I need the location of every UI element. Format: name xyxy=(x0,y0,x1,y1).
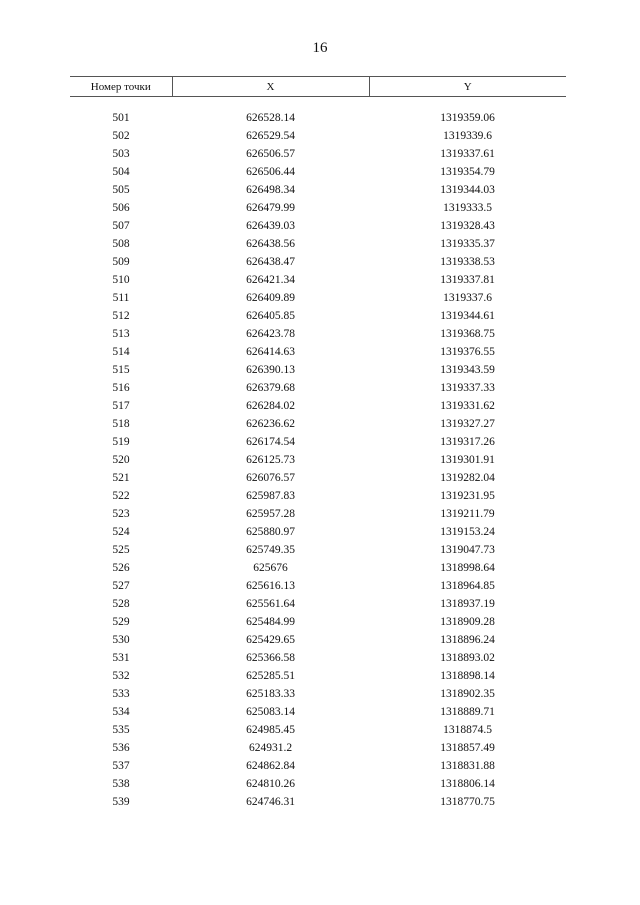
table-row xyxy=(70,469,566,487)
cell-x: 625083.14 xyxy=(246,706,295,718)
cell-y: 1319338.53 xyxy=(440,256,495,268)
table-row xyxy=(70,433,566,451)
cell-point-number: 518 xyxy=(112,418,130,430)
table-row xyxy=(70,631,566,649)
cell-x: 626284.02 xyxy=(246,400,295,412)
cell-point-number: 538 xyxy=(112,778,130,790)
cell-x: 625285.51 xyxy=(246,670,295,682)
table-row xyxy=(70,757,566,775)
cell-point-number: 523 xyxy=(112,508,130,520)
cell-point-number: 514 xyxy=(112,346,130,358)
cell-y: 1318998.64 xyxy=(440,562,495,574)
cell-x: 626528.14 xyxy=(246,112,295,124)
cell-y: 1319335.37 xyxy=(440,238,495,250)
cell-x: 626236.62 xyxy=(246,418,295,430)
header-y: Y xyxy=(369,77,566,97)
cell-y: 1319153.24 xyxy=(440,526,495,538)
cell-y: 1319337.81 xyxy=(440,274,495,286)
cell-point-number: 521 xyxy=(112,472,130,484)
table-row xyxy=(70,235,566,253)
cell-x: 624985.45 xyxy=(246,724,295,736)
cell-point-number: 502 xyxy=(112,130,130,142)
cell-y: 1318874.5 xyxy=(443,724,492,736)
cell-x: 626125.73 xyxy=(246,454,295,466)
cell-y: 1318893.02 xyxy=(440,652,495,664)
cell-point-number: 534 xyxy=(112,706,130,718)
cell-y: 1319337.6 xyxy=(443,292,492,304)
table-row xyxy=(70,397,566,415)
cell-y: 1318831.88 xyxy=(440,760,495,772)
table-row xyxy=(70,775,566,793)
cell-point-number: 510 xyxy=(112,274,130,286)
cell-y: 1318937.19 xyxy=(440,598,495,610)
cell-point-number: 516 xyxy=(112,382,130,394)
cell-y: 1318909.28 xyxy=(440,616,495,628)
cell-point-number: 524 xyxy=(112,526,130,538)
table-row xyxy=(70,109,566,127)
cell-y: 1318857.49 xyxy=(440,742,495,754)
cell-y: 1319344.61 xyxy=(440,310,495,322)
table-row xyxy=(70,145,566,163)
cell-point-number: 525 xyxy=(112,544,130,556)
table-row xyxy=(70,559,566,577)
cell-y: 1318898.14 xyxy=(440,670,495,682)
cell-y: 1319047.73 xyxy=(440,544,495,556)
table-row xyxy=(70,343,566,361)
cell-y: 1319343.59 xyxy=(440,364,495,376)
cell-point-number: 507 xyxy=(112,220,130,232)
table-row xyxy=(70,739,566,757)
cell-y: 1319337.61 xyxy=(440,148,495,160)
cell-point-number: 504 xyxy=(112,166,130,178)
cell-x: 626506.57 xyxy=(246,148,295,160)
cell-x: 625957.28 xyxy=(246,508,295,520)
cell-point-number: 512 xyxy=(112,310,130,322)
cell-x: 626405.85 xyxy=(246,310,295,322)
table-row xyxy=(70,667,566,685)
cell-y: 1319368.75 xyxy=(440,328,495,340)
cell-y: 1319359.06 xyxy=(440,112,495,124)
cell-x: 626438.47 xyxy=(246,256,295,268)
cell-x: 624931.2 xyxy=(248,742,293,754)
cell-y: 1319331.62 xyxy=(440,400,495,412)
cell-y: 1319333.5 xyxy=(443,202,492,214)
table-row xyxy=(70,541,566,559)
table-row xyxy=(70,793,566,811)
cell-point-number: 506 xyxy=(112,202,130,214)
cell-y: 1319328.43 xyxy=(440,220,495,232)
cell-y: 1319354.79 xyxy=(440,166,495,178)
cell-point-number: 503 xyxy=(112,148,130,160)
cell-y: 1318889.71 xyxy=(440,706,495,718)
cell-x: 625429.65 xyxy=(246,634,295,646)
table-row xyxy=(70,289,566,307)
cell-point-number: 529 xyxy=(112,616,130,628)
cell-x: 626421.34 xyxy=(246,274,295,286)
table-row xyxy=(70,685,566,703)
table-row xyxy=(70,649,566,667)
table-row xyxy=(70,181,566,199)
cell-x: 624810.26 xyxy=(246,778,295,790)
cell-point-number: 508 xyxy=(112,238,130,250)
table-body xyxy=(70,97,566,812)
cell-x: 625366.58 xyxy=(246,652,295,664)
table-row xyxy=(70,163,566,181)
cell-point-number: 539 xyxy=(112,796,130,808)
table-row xyxy=(70,199,566,217)
cell-y: 1318806.14 xyxy=(440,778,495,790)
cell-y: 1319376.55 xyxy=(440,346,495,358)
cell-y: 1318964.85 xyxy=(440,580,495,592)
cell-point-number: 513 xyxy=(112,328,130,340)
cell-point-number: 530 xyxy=(112,634,130,646)
table-row xyxy=(70,595,566,613)
cell-x: 625987.83 xyxy=(246,490,295,502)
cell-x: 626390.13 xyxy=(246,364,295,376)
cell-point-number: 509 xyxy=(112,256,130,268)
table-row xyxy=(70,703,566,721)
cell-point-number: 528 xyxy=(112,598,130,610)
cell-x: 625484.99 xyxy=(246,616,295,628)
cell-x: 626529.54 xyxy=(246,130,295,142)
cell-x: 626414.63 xyxy=(246,346,295,358)
table-row xyxy=(70,523,566,541)
table-row xyxy=(70,127,566,145)
cell-x: 626438.56 xyxy=(246,238,295,250)
cell-point-number: 532 xyxy=(112,670,130,682)
header-point-number: Номер точки xyxy=(70,77,172,97)
cell-x: 625616.13 xyxy=(246,580,295,592)
table-row xyxy=(70,217,566,235)
cell-y: 1319337.33 xyxy=(440,382,495,394)
cell-point-number: 520 xyxy=(112,454,130,466)
cell-y: 1319317.26 xyxy=(440,436,495,448)
header-x: X xyxy=(172,77,369,97)
cell-x: 625880.97 xyxy=(246,526,295,538)
cell-point-number: 537 xyxy=(112,760,130,772)
table-row xyxy=(70,325,566,343)
coordinates-table xyxy=(70,76,566,811)
cell-x: 625676 xyxy=(253,562,288,574)
cell-point-number: 517 xyxy=(112,400,130,412)
cell-point-number: 505 xyxy=(112,184,130,196)
cell-y: 1319339.6 xyxy=(443,130,492,142)
table-row xyxy=(70,487,566,505)
table-row xyxy=(70,505,566,523)
cell-x: 626498.34 xyxy=(246,184,295,196)
page-number: 16 xyxy=(312,40,328,56)
cell-point-number: 515 xyxy=(112,364,130,376)
cell-point-number: 533 xyxy=(112,688,130,700)
cell-x: 624746.31 xyxy=(246,796,295,808)
cell-y: 1319211.79 xyxy=(440,508,495,520)
cell-x: 625183.33 xyxy=(246,688,295,700)
cell-x: 625561.64 xyxy=(246,598,295,610)
table-row xyxy=(70,361,566,379)
cell-x: 626506.44 xyxy=(246,166,295,178)
table-row xyxy=(70,613,566,631)
cell-point-number: 536 xyxy=(112,742,130,754)
cell-y: 1319344.03 xyxy=(440,184,495,196)
table-row xyxy=(70,721,566,739)
table-row xyxy=(70,379,566,397)
table-row xyxy=(70,253,566,271)
cell-y: 1319327.27 xyxy=(440,418,495,430)
cell-y: 1319301.91 xyxy=(440,454,495,466)
cell-point-number: 511 xyxy=(112,292,130,304)
cell-point-number: 526 xyxy=(112,562,130,574)
cell-y: 1318902.35 xyxy=(440,688,495,700)
cell-point-number: 519 xyxy=(112,436,130,448)
table-row xyxy=(70,415,566,433)
table-header xyxy=(70,77,566,97)
table-row xyxy=(70,451,566,469)
cell-point-number: 535 xyxy=(112,724,130,736)
cell-x: 624862.84 xyxy=(246,760,295,772)
cell-x: 626423.78 xyxy=(246,328,295,340)
table-row xyxy=(70,271,566,289)
cell-point-number: 527 xyxy=(112,580,130,592)
cell-x: 626379.68 xyxy=(246,382,295,394)
header-spacer xyxy=(70,97,566,110)
cell-point-number: 522 xyxy=(112,490,130,502)
cell-point-number: 501 xyxy=(112,112,130,124)
cell-x: 626479.99 xyxy=(246,202,295,214)
table-row xyxy=(70,307,566,325)
cell-y: 1318896.24 xyxy=(440,634,495,646)
table-row xyxy=(70,577,566,595)
cell-x: 626076.57 xyxy=(246,472,295,484)
cell-x: 626439.03 xyxy=(246,220,295,232)
cell-x: 626174.54 xyxy=(246,436,295,448)
cell-y: 1318770.75 xyxy=(440,796,495,808)
cell-point-number: 531 xyxy=(112,652,130,664)
cell-y: 1319282.04 xyxy=(440,472,495,484)
coordinates-table-container xyxy=(70,76,566,811)
cell-y: 1319231.95 xyxy=(440,490,495,502)
cell-x: 626409.89 xyxy=(246,292,295,304)
header-row xyxy=(70,77,566,97)
cell-x: 625749.35 xyxy=(246,544,295,556)
